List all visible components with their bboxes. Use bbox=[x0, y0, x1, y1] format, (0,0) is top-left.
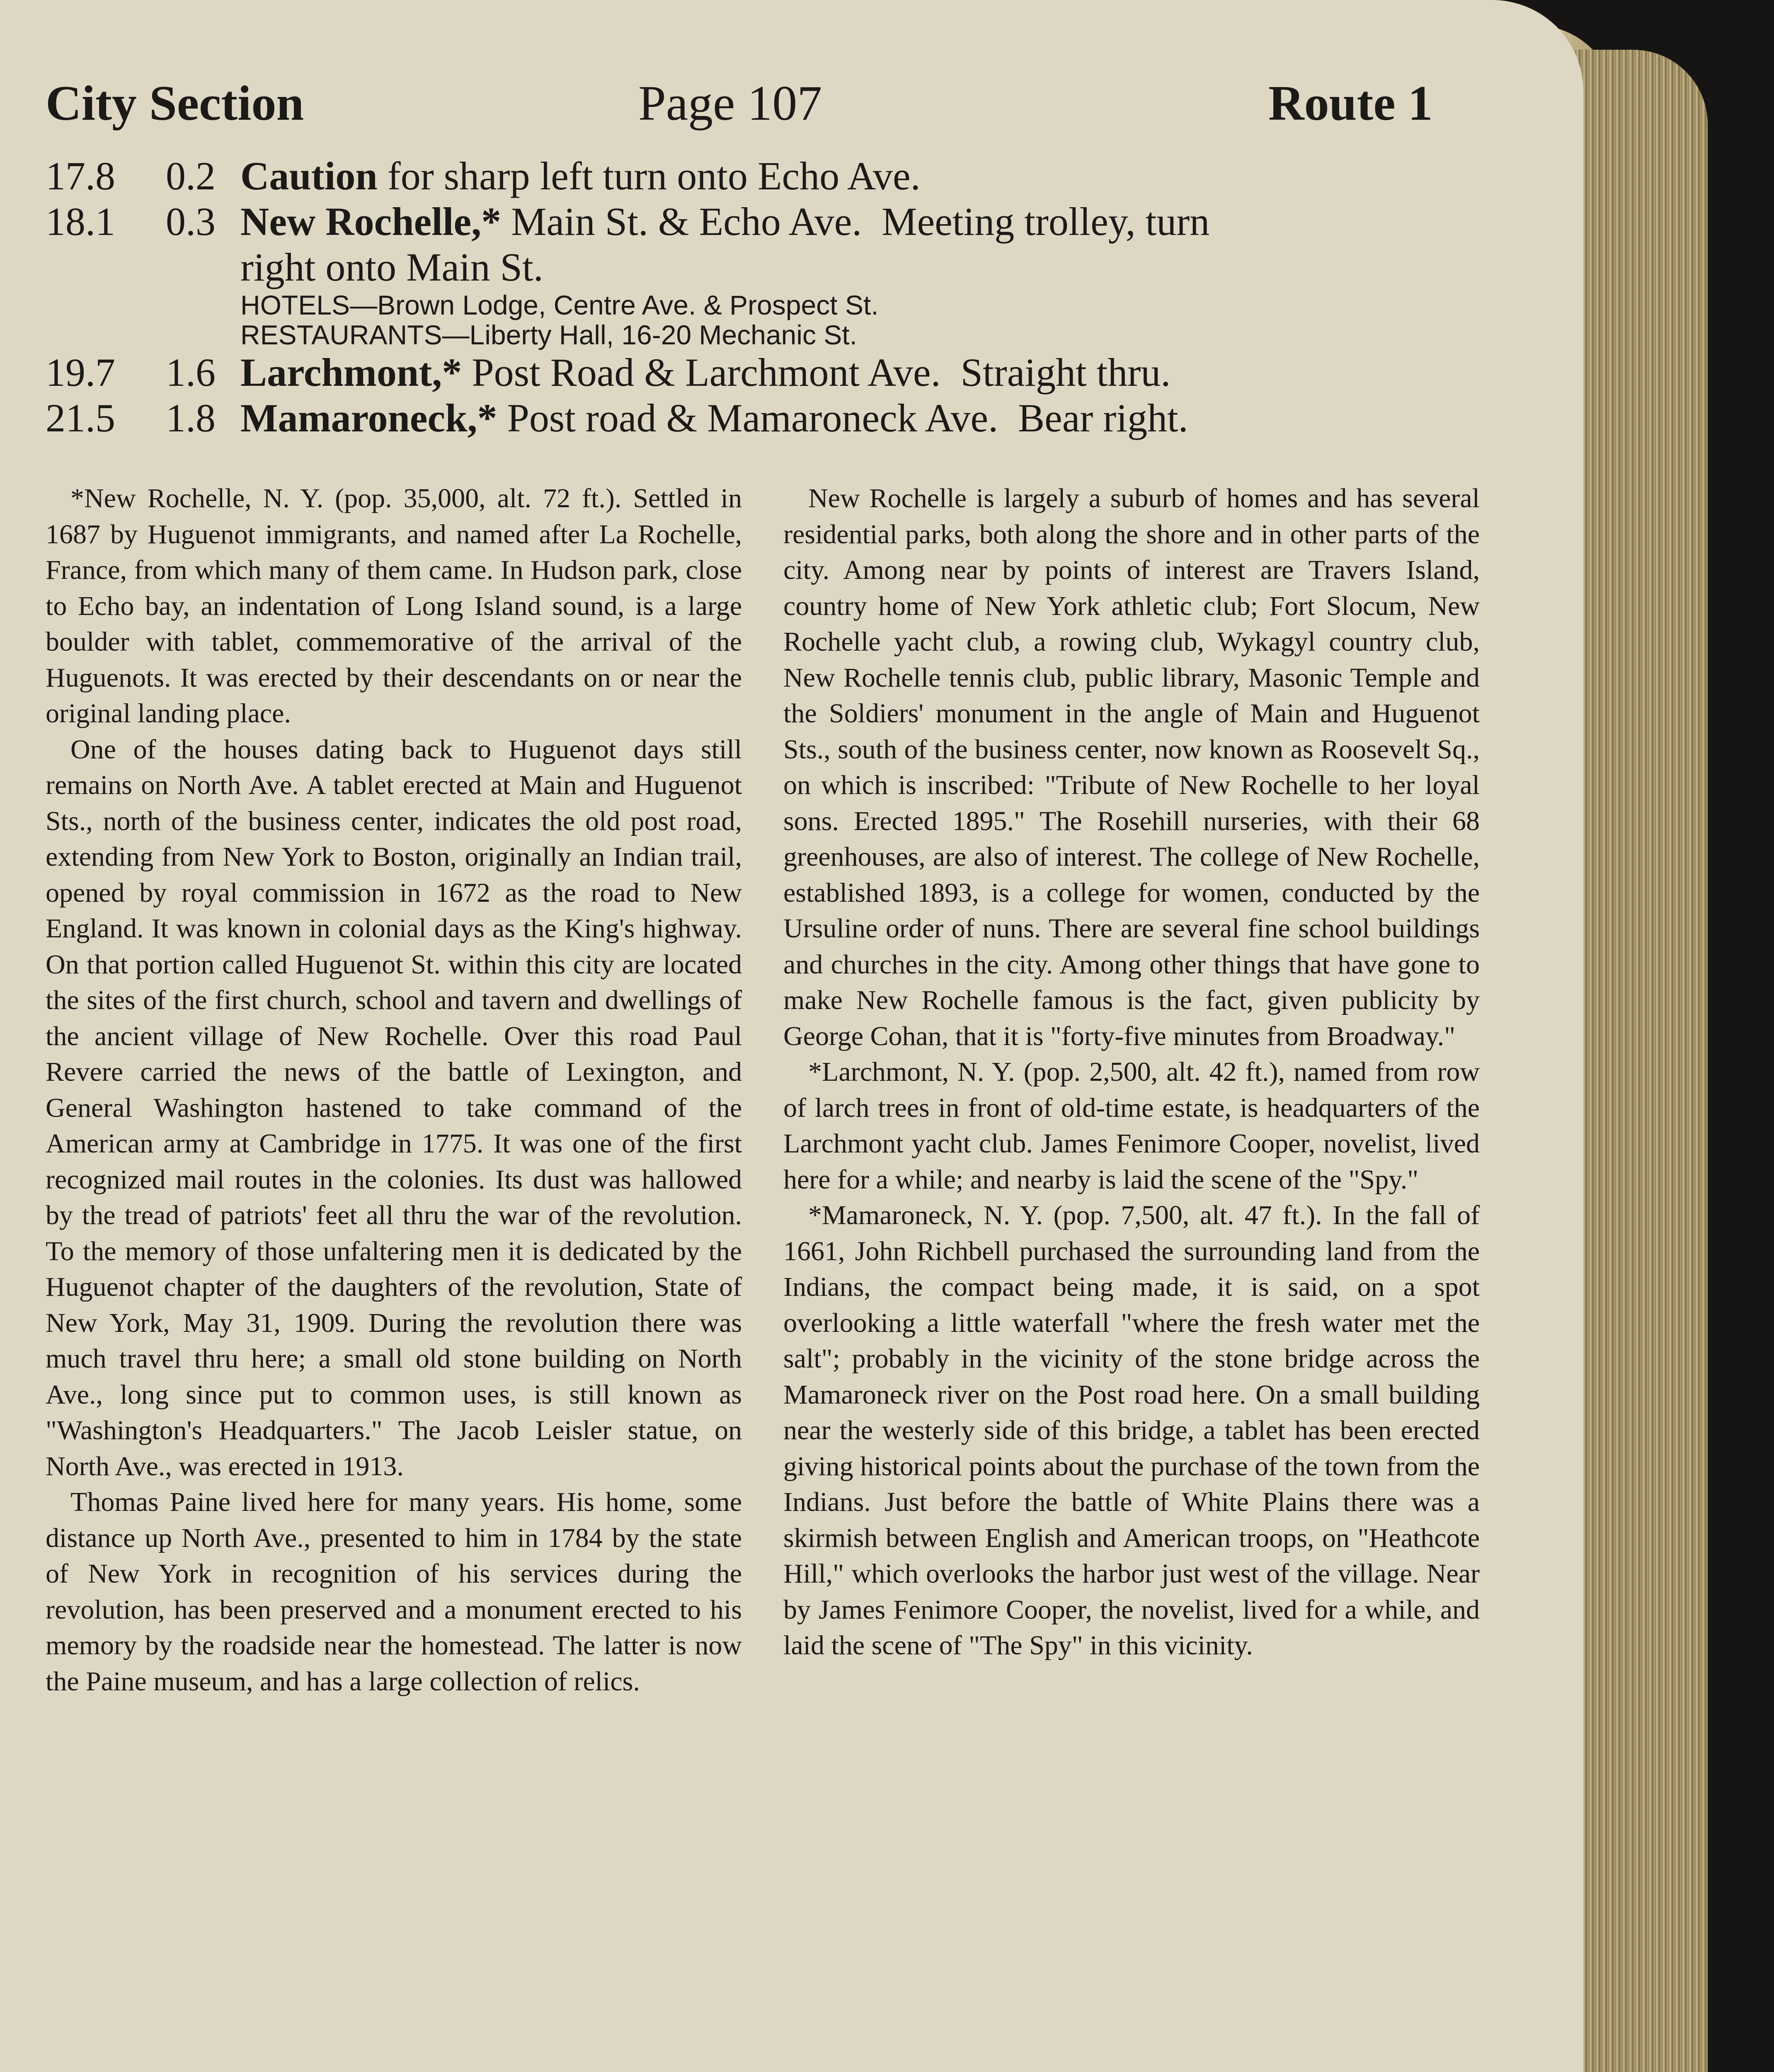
route-row bbox=[46, 395, 1476, 441]
route-detail: Post Road & Larchmont Ave. Straight thru. bbox=[462, 350, 1171, 395]
route-place: Larchmont,* bbox=[240, 350, 462, 395]
route-mileage-total: 17.8 bbox=[46, 154, 115, 198]
column-left bbox=[46, 481, 742, 1699]
route-row bbox=[46, 350, 1476, 395]
page-number: Page 107 bbox=[638, 75, 822, 131]
route-row bbox=[46, 244, 1476, 290]
route-row bbox=[46, 320, 1476, 350]
route-detail: Main St. & Echo Ave. Meeting trolley, turn bbox=[501, 199, 1210, 244]
route-place: New Rochelle,* bbox=[240, 199, 502, 244]
column-right bbox=[783, 481, 1480, 1664]
route-place: Mamaroneck,* bbox=[240, 396, 497, 440]
route-directions bbox=[46, 153, 1476, 441]
route-mileage-segment: 1.8 bbox=[166, 396, 216, 440]
route-continuation: right onto Main St. bbox=[240, 245, 543, 289]
paragraph: *Larchmont, N. Y. (pop. 2,500, alt. 42 ft.), named from row of larch trees in front of old-time estate, is headquarters of the Larchmont yacht club. James Fenimore Cooper, novelist, lived here for a while; and nearby is laid the scene of the "Spy." bbox=[783, 1057, 1480, 1195]
route-mileage-total: 21.5 bbox=[46, 396, 115, 440]
route-instruction bbox=[240, 395, 1188, 441]
route-mileage-total: 19.7 bbox=[46, 350, 115, 395]
route-row bbox=[46, 290, 1476, 320]
route-mileage-segment: 0.2 bbox=[166, 154, 216, 198]
route-detail: Post road & Mamaroneck Ave. Bear right. bbox=[497, 396, 1188, 440]
route-detail: for sharp left turn onto Echo Ave. bbox=[377, 154, 921, 198]
paragraph: *New Rochelle, N. Y. (pop. 35,000, alt. 72 ft.). Settled in 1687 by Huguenot immigrants, and named after La Rochelle, France, from which many of them came. In Hudson park, close to Echo bay, an indentation of Long Island sound, is a large boulder with tablet, commemorative of the arrival of the Huguenots. It was erected by their descendants on or near the original landing place. bbox=[46, 483, 742, 729]
route-instruction bbox=[240, 153, 921, 199]
route-label: Route 1 bbox=[1268, 75, 1433, 131]
route-note: HOTELS—Brown Lodge, Centre Ave. & Prospect St. bbox=[240, 290, 879, 320]
route-mileage-total: 18.1 bbox=[46, 199, 115, 244]
route-row bbox=[46, 199, 1476, 244]
paragraph: *Mamaroneck, N. Y. (pop. 7,500, alt. 47 ft.). In the fall of 1661, John Richbell purchased the surrounding land from the Indians, the compact being made, it is said, on a spot overlooking a little waterfall "where the fresh water met the salt"; probably in the vicinity of the stone bridge across the Mamaroneck river on the Post road here. On a small building near the westerly side of this bridge, a tablet has been erected giving historical points about the purchase of the town from the Indians. Just before the battle of White Plains there was a skirmish between English and American troops, on "Heathcote Hill," which overlooks the harbor just west of the village. Near by James Fenimore Cooper, the novelist, lived for a while, and laid the scene of "The Spy" in this vicinity. bbox=[783, 1200, 1480, 1661]
route-place: Caution bbox=[240, 154, 378, 198]
route-row bbox=[46, 153, 1476, 199]
route-instruction bbox=[240, 199, 1209, 244]
route-mileage-segment: 1.6 bbox=[166, 350, 216, 395]
page-header bbox=[46, 75, 1455, 145]
paragraph: One of the houses dating back to Huguenot days still remains on North Ave. A tablet erected at Main and Huguenot Sts., north of the business center, indicates the old post road, extending from New York to Boston, originally an Indian trail, opened by royal commission in 1672 as the road to New England. It was known in colonial days as the King's highway. On that portion called Huguenot St. within this city are located the sites of the first church, school and tavern and dwellings of the ancient village of New Rochelle. Over this road Paul Revere carried the news of the battle of Lexington, and General Washington hastened to take command of the American army at Cambridge in 1775. It was one of the first recognized mail routes in the colonies. Its dust was hallowed by the tread of patriots' feet all thru the war of the revolution. To the memory of those unfaltering men it is dedicated by the Huguenot chapter of the daughters of the revolution, State of New York, May 31, 1909. During the revolution there was much travel thru here; a small old stone building on North Ave., long since put to common uses, is still known as "Washington's Headquarters." The Jacob Leisler statue, on North Ave., was erected in 1913. bbox=[46, 734, 742, 1481]
route-mileage-segment: 0.3 bbox=[166, 199, 216, 244]
section-title: City Section bbox=[46, 75, 304, 131]
paragraph: Thomas Paine lived here for many years. His home, some distance up North Ave., presented to him in 1784 by the state of New York in recognition of his services during the revolution, has been preserved and a monument erected to his memory by the roadside near the homestead. The latter is now the Paine museum, and has a large collection of relics. bbox=[46, 1487, 742, 1697]
route-instruction bbox=[240, 350, 1171, 395]
route-note: RESTAURANTS—Liberty Hall, 16-20 Mechanic St. bbox=[240, 320, 857, 350]
paragraph: New Rochelle is largely a suburb of homes and has several residential parks, both along the shore and in other parts of the city. Among near by points of interest are Travers Island, country home of New York athletic club; Fort Slocum, New Rochelle yacht club, a rowing club, Wykagyl country club, New Rochelle tennis club, public library, Masonic Temple and the Soldiers' monument in the angle of Main and Huguenot Sts., south of the business center, now known as Roosevelt Sq., on which is inscribed: "Tribute of New Rochelle to her loyal sons. Erected 1895." The Rosehill nurseries, with their 68 greenhouses, are also of interest. The college of New Rochelle, established 1893, is a college for women, conducted by the Ursuline order of nuns. There are several fine school buildings and churches in the city. Among other things that have gone to make New Rochelle famous is the fact, given publicity by George Cohan, that it is "forty-five minutes from Broadway." bbox=[783, 483, 1480, 1051]
